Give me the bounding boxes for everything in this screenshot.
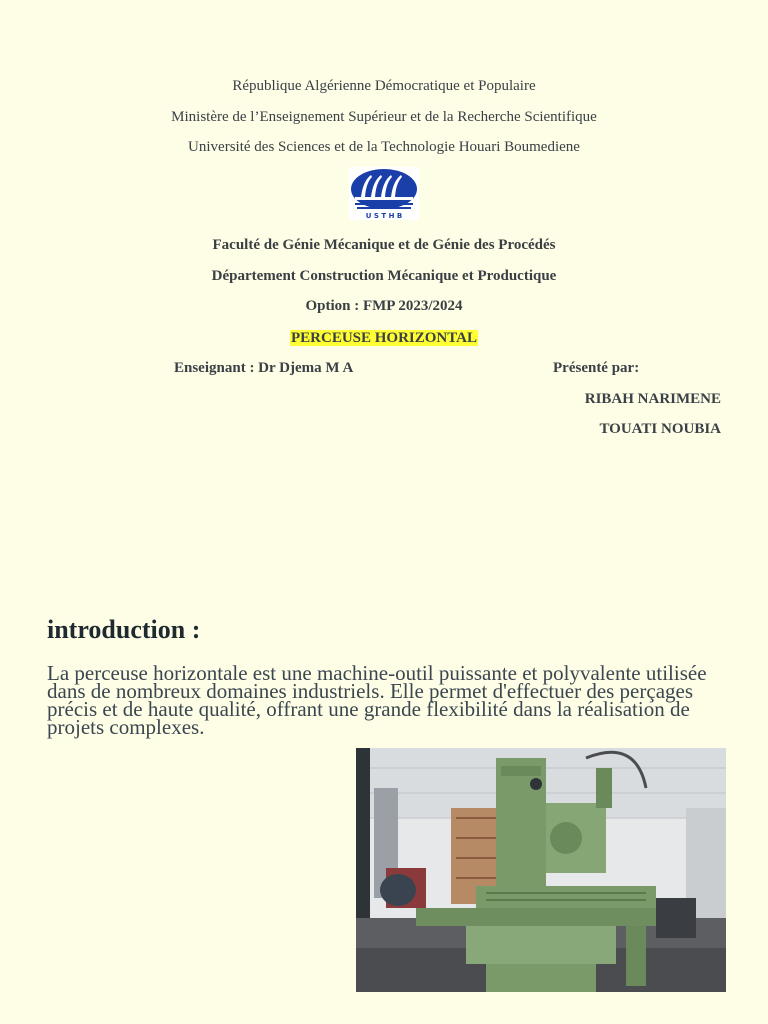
horizontal-boring-machine-photo [356,748,726,992]
presented-by-label: Présenté par: [553,360,640,376]
introduction-paragraph: La perceuse horizontale est une machine-outil puissante et polyvalente utilisée dans de nombreux domaines industriels. Elle permet d'effectuer des perçages précis et de haute qualité, offrant une grande flexibilité dans la réalisation de projets complexes. [47,661,707,739]
usthb-logo-letters: U S T H B [365,212,403,220]
introduction-heading: introduction : [47,615,201,644]
department-name: Département Construction Mécanique et Productique [211,268,557,284]
usthb-logo-icon [349,167,419,220]
teacher-label: Enseignant : Dr Djema M A [174,360,354,376]
faculty-name: Faculté de Génie Mécanique et de Génie des Procédés [212,237,556,253]
option-line: Option : FMP 2023/2024 [305,298,463,314]
student-name: TOUATI NOUBIA [599,421,721,437]
document-title: PERCEUSE HORIZONTAL [290,330,477,346]
title-line [0,329,768,347]
header-line-universite: Université des Sciences et de la Technologie Houari Boumediene [188,139,580,155]
header-line-republique: République Algérienne Démocratique et Populaire [232,78,536,94]
header-line-ministere: Ministère de l’Enseignement Supérieur et de la Recherche Scientifique [171,109,597,125]
student-name: RIBAH NARIMENE [584,391,721,407]
